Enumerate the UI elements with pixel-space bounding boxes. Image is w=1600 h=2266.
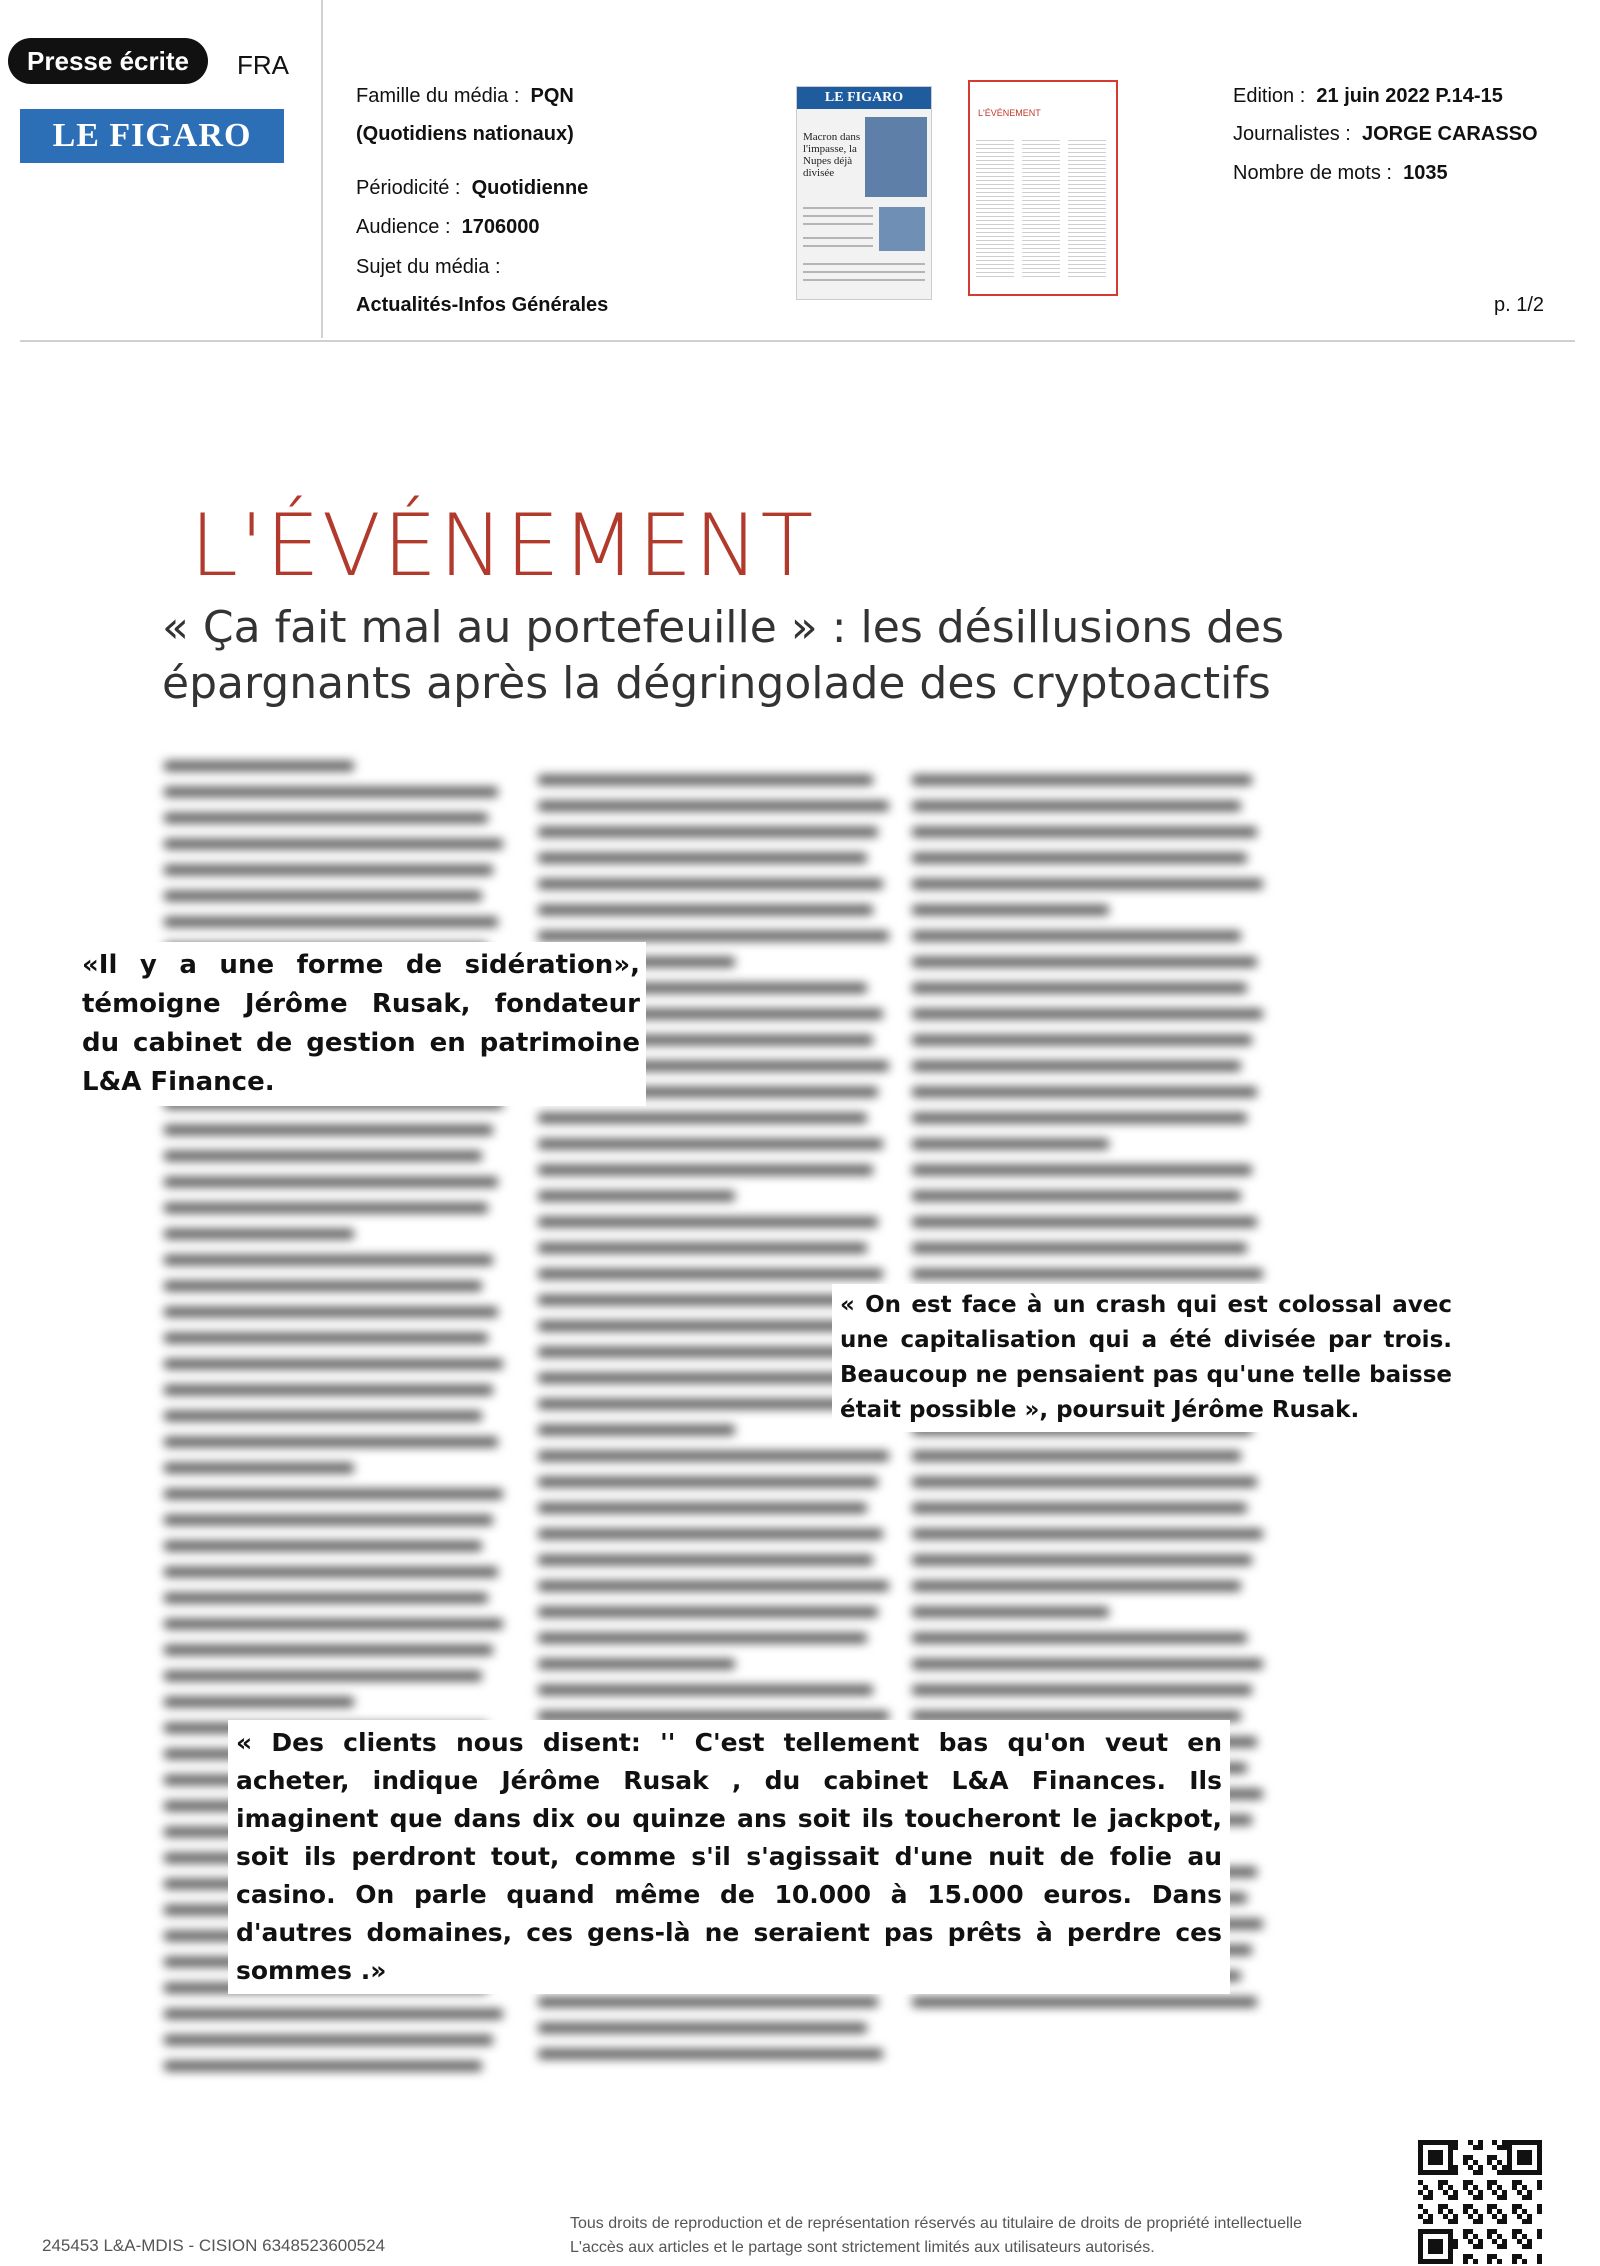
blurred-text-bar xyxy=(164,1177,498,1187)
mots-label: Nombre de mots : xyxy=(1233,162,1392,184)
blurred-text-line xyxy=(912,1260,1270,1286)
blurred-text-bar xyxy=(538,1581,889,1591)
blurred-text-line xyxy=(164,1532,510,1558)
qr-module xyxy=(1428,2219,1433,2224)
qr-module xyxy=(1512,2259,1517,2264)
blurred-text-bar xyxy=(912,1581,1241,1591)
blurred-text-line xyxy=(538,1624,896,1650)
blurred-text-line xyxy=(164,1246,510,1272)
blurred-text-line xyxy=(912,948,1270,974)
qr-module xyxy=(1537,2259,1542,2264)
blurred-text-bar xyxy=(538,1425,735,1435)
blurred-text-line xyxy=(912,974,1270,1000)
blurred-text-line xyxy=(164,1636,510,1662)
blurred-text-bar xyxy=(164,1255,493,1265)
blurred-text-bar xyxy=(164,1307,498,1317)
blurred-text-line xyxy=(912,1468,1270,1494)
thumbnail-headline: Macron dans l'impasse, la Nupes déjà divisée xyxy=(803,131,861,179)
blurred-text-bar xyxy=(538,1191,735,1201)
blurred-text-bar xyxy=(164,917,498,927)
blurred-text-bar xyxy=(912,1477,1257,1487)
blurred-text-bar xyxy=(912,1269,1263,1279)
blurred-text-bar xyxy=(164,1385,493,1395)
blurred-text-line xyxy=(164,1142,510,1168)
audience-row xyxy=(356,215,540,239)
periodicite-row xyxy=(356,176,588,200)
sujet-value-row xyxy=(356,293,608,317)
blurred-text-line xyxy=(538,1468,896,1494)
article-kicker: L'ÉVÉNEMENT xyxy=(190,496,816,596)
blurred-text-bar xyxy=(164,1333,488,1343)
blurred-text-line xyxy=(538,792,896,818)
qr-module xyxy=(1537,2170,1542,2175)
blurred-text-line xyxy=(912,1598,1270,1624)
blurred-text-bar xyxy=(538,931,889,941)
media-type-badge: Presse écrite xyxy=(8,38,208,84)
blurred-text-bar xyxy=(164,1359,503,1369)
blurred-text-line xyxy=(912,1546,1270,1572)
thumbnail-text-line xyxy=(803,263,925,265)
edition-value: 21 juin 2022 P.14-15 xyxy=(1316,85,1503,107)
blurred-text-bar xyxy=(912,931,1241,941)
footer-rights-line-2: L'accès aux articles et le partage sont strictement limités aux utilisateurs autorisés. xyxy=(570,2239,1155,2256)
blurred-text-bar xyxy=(164,1203,488,1213)
qr-module xyxy=(1478,2195,1483,2200)
blurred-text-line xyxy=(164,1662,510,1688)
blurred-text-line xyxy=(538,896,896,922)
le-figaro-logo: LE FIGARO xyxy=(20,109,284,163)
sujet-value: Actualités-Infos Générales xyxy=(356,294,609,316)
blurred-text-line xyxy=(912,1208,1270,1234)
blurred-text-line xyxy=(164,2052,510,2078)
page-number: p. 1/2 xyxy=(1494,294,1545,316)
blurred-text-line xyxy=(164,882,510,908)
blurred-text-bar xyxy=(538,1347,878,1357)
blurred-text-bar xyxy=(538,1503,867,1513)
blurred-text-line xyxy=(538,1442,896,1468)
blurred-text-line xyxy=(912,896,1270,922)
thumbnail-column xyxy=(1068,140,1106,280)
footer-rights-line-1: Tous droits de reproduction et de représentation réservés au titulaire de droits de propriété intellectuelle xyxy=(570,2215,1302,2232)
blurred-text-bar xyxy=(912,1633,1247,1643)
blurred-text-bar xyxy=(538,775,873,785)
blurred-text-bar xyxy=(912,1659,1263,1669)
blurred-text-bar xyxy=(538,1685,873,1695)
blurred-text-line xyxy=(164,1558,510,1584)
blurred-text-line xyxy=(912,1026,1270,1052)
blurred-text-bar xyxy=(912,1009,1263,1019)
blurred-text-line xyxy=(164,908,510,934)
pull-quote-3: « Des clients nous disent: '' C'est tellement bas qu'on veut en acheter, indique Jérôme Rusak , du cabinet L&A Finances. Ils imaginent que dans dix ou quinze ans soit ils toucheront le jackpot, soit ils perdront tout, comme s'il s'agissait d'une nuit de folie au casino. On parle quand même de 10.000 à 15.000 euros. Dans d'autres domaines, ces gens-là ne seraient pas prêts à perdre ces sommes .» xyxy=(228,1720,1230,1994)
blurred-text-bar xyxy=(164,787,498,797)
famille-label: Famille du média : xyxy=(356,85,520,107)
blurred-text-bar xyxy=(538,1633,867,1643)
edition-label: Edition : xyxy=(1233,85,1306,107)
qr-module xyxy=(1502,2219,1507,2224)
thumbnail-text-line xyxy=(803,245,873,247)
blurred-text-line xyxy=(538,818,896,844)
blurred-text-line xyxy=(164,1220,510,1246)
blurred-text-bar xyxy=(538,2049,883,2059)
qr-module xyxy=(1487,2259,1492,2264)
qr-module xyxy=(1453,2170,1458,2175)
blurred-text-bar xyxy=(164,1671,482,1681)
blurred-text-line xyxy=(912,1676,1270,1702)
blurred-text-bar xyxy=(538,1555,873,1565)
blurred-text-line xyxy=(912,1000,1270,1026)
qr-module xyxy=(1453,2219,1458,2224)
article-page-thumbnail[interactable] xyxy=(968,80,1118,296)
mots-row xyxy=(1233,161,1448,185)
blurred-text-line xyxy=(912,1442,1270,1468)
famille-value: PQN xyxy=(530,85,574,107)
journalistes-value: JORGE CARASSO xyxy=(1361,123,1538,145)
blurred-text-bar xyxy=(912,827,1257,837)
blurred-text-bar xyxy=(912,957,1257,967)
blurred-text-line xyxy=(538,844,896,870)
qr-code-icon[interactable] xyxy=(1418,2140,1542,2264)
blurred-text-bar xyxy=(538,1607,878,1617)
blurred-text-bar xyxy=(164,1489,503,1499)
blurred-text-line xyxy=(538,1598,896,1624)
qr-module xyxy=(1453,2195,1458,2200)
blurred-text-bar xyxy=(164,1463,354,1473)
blurred-text-bar xyxy=(912,1087,1257,1097)
qr-module xyxy=(1478,2145,1483,2150)
article-title: « Ça fait mal au portefeuille » : les désillusions des épargnants après la dégringolade des cryptoactifs xyxy=(162,602,1284,709)
blurred-text-line xyxy=(538,1676,896,1702)
blurred-text-line xyxy=(912,1052,1270,1078)
blurred-text-line xyxy=(164,1584,510,1610)
blurred-text-line xyxy=(164,830,510,856)
blurred-text-bar xyxy=(164,2061,482,2071)
thumbnail-text-line xyxy=(803,223,873,225)
blurred-text-line xyxy=(538,1260,896,1286)
pull-quote-1: «Il y a une forme de sidération», témoigne Jérôme Rusak, fondateur du cabinet de gestion en patrimoine L&A Finance. xyxy=(76,942,646,1106)
blurred-text-line xyxy=(538,1130,896,1156)
blurred-text-line xyxy=(912,766,1270,792)
blurred-text-bar xyxy=(164,1619,503,1629)
audience-label: Audience : xyxy=(356,216,451,238)
blurred-text-line xyxy=(164,1610,510,1636)
qr-module xyxy=(1453,2145,1458,2150)
blurred-text-line xyxy=(912,818,1270,844)
blurred-text-bar xyxy=(538,801,889,811)
blurred-text-line xyxy=(164,1480,510,1506)
blurred-text-bar xyxy=(912,1035,1252,1045)
sujet-label: Sujet du média : xyxy=(356,256,501,278)
blurred-text-line xyxy=(164,778,510,804)
blurred-text-line xyxy=(538,1104,896,1130)
blurred-text-line xyxy=(164,1402,510,1428)
blurred-text-line xyxy=(164,1688,510,1714)
blurred-text-line xyxy=(538,1546,896,1572)
blurred-text-bar xyxy=(912,1113,1247,1123)
periodicite-label: Périodicité : xyxy=(356,177,461,199)
blurred-text-line xyxy=(164,856,510,882)
famille-row xyxy=(356,84,574,108)
qr-module xyxy=(1522,2259,1527,2264)
front-page-thumbnail[interactable] xyxy=(796,86,932,300)
blurred-text-line xyxy=(912,1650,1270,1676)
blurred-text-bar xyxy=(912,879,1263,889)
thumbnail-masthead: LE FIGARO xyxy=(797,87,931,109)
blurred-text-bar xyxy=(538,2023,867,2033)
blurred-text-bar xyxy=(164,1645,493,1655)
thumbnail-kicker: L'ÉVÉNEMENT xyxy=(978,108,1041,118)
blurred-text-line xyxy=(912,792,1270,818)
qr-module xyxy=(1537,2209,1542,2214)
blurred-text-line xyxy=(164,1350,510,1376)
qr-module xyxy=(1453,2244,1458,2249)
qr-module xyxy=(1527,2195,1532,2200)
blurred-text-bar xyxy=(164,1229,354,1239)
blurred-text-line xyxy=(164,1272,510,1298)
blurred-text-bar xyxy=(912,1243,1247,1253)
blurred-text-bar xyxy=(912,1061,1241,1071)
blurred-text-line xyxy=(912,1234,1270,1260)
blurred-text-bar xyxy=(538,1659,735,1669)
thumbnail-photo xyxy=(865,117,927,197)
blurred-text-line xyxy=(164,2000,510,2026)
blurred-text-bar xyxy=(164,1541,482,1551)
blurred-text-bar xyxy=(538,1243,867,1253)
famille-sub-text: (Quotidiens nationaux) xyxy=(356,123,574,145)
blurred-text-bar xyxy=(538,1139,883,1149)
blurred-text-bar xyxy=(164,2009,503,2019)
footer-reference: 245453 L&A-MDIS - CISION 6348523600524 xyxy=(42,2236,386,2255)
journalistes-label: Journalistes : xyxy=(1233,123,1351,145)
blurred-text-bar xyxy=(912,1139,1109,1149)
blurred-text-bar xyxy=(164,1593,488,1603)
blurred-text-bar xyxy=(164,1567,498,1577)
blurred-text-line xyxy=(912,1494,1270,1520)
blurred-text-bar xyxy=(912,1555,1252,1565)
blurred-text-line xyxy=(538,766,896,792)
blurred-text-bar xyxy=(164,2035,493,2045)
blurred-text-line xyxy=(538,2014,896,2040)
blurred-text-bar xyxy=(912,775,1252,785)
blurred-text-bar xyxy=(164,1151,482,1161)
thumbnail-column xyxy=(976,140,1014,280)
blurred-text-line xyxy=(538,1520,896,1546)
blurred-text-bar xyxy=(164,1125,493,1135)
blurred-text-bar xyxy=(164,1281,482,1291)
blurred-text-bar xyxy=(164,761,354,771)
blurred-text-line xyxy=(912,1182,1270,1208)
audience-value: 1706000 xyxy=(461,216,540,238)
blurred-text-line xyxy=(538,1650,896,1676)
qr-module xyxy=(1438,2160,1443,2165)
blurred-text-bar xyxy=(912,1451,1241,1461)
blurred-text-bar xyxy=(538,827,878,837)
blurred-text-bar xyxy=(164,1697,354,1707)
blurred-text-line xyxy=(164,1168,510,1194)
blurred-text-bar xyxy=(912,1607,1109,1617)
blurred-text-line xyxy=(538,870,896,896)
blurred-text-bar xyxy=(538,1477,878,1487)
blurred-text-bar xyxy=(164,1411,482,1421)
blurred-text-line xyxy=(912,1104,1270,1130)
blurred-text-line xyxy=(912,1130,1270,1156)
qr-module xyxy=(1527,2219,1532,2224)
qr-module xyxy=(1527,2160,1532,2165)
blurred-text-line xyxy=(164,1298,510,1324)
blurred-text-line xyxy=(912,1078,1270,1104)
blurred-text-line xyxy=(912,1520,1270,1546)
blurred-text-bar xyxy=(912,853,1247,863)
qr-module xyxy=(1502,2195,1507,2200)
header-divider-horizontal xyxy=(20,340,1575,342)
blurred-text-line xyxy=(164,1116,510,1142)
qr-module xyxy=(1478,2170,1483,2175)
blurred-text-bar xyxy=(164,1437,498,1447)
blurred-text-bar xyxy=(912,1217,1257,1227)
blurred-text-line xyxy=(164,1428,510,1454)
thumbnail-photo-secondary xyxy=(879,207,925,251)
qr-module xyxy=(1537,2234,1542,2239)
blurred-text-bar xyxy=(164,813,488,823)
blurred-text-bar xyxy=(538,1529,883,1539)
blurred-text-line xyxy=(912,1572,1270,1598)
blurred-text-bar xyxy=(164,865,493,875)
blurred-text-bar xyxy=(912,1191,1241,1201)
blurred-text-line xyxy=(538,2040,896,2066)
journalistes-row xyxy=(1233,122,1538,146)
blurred-text-bar xyxy=(538,1165,873,1175)
blurred-text-line xyxy=(912,1624,1270,1650)
qr-module xyxy=(1463,2259,1468,2264)
blurred-text-bar xyxy=(912,1529,1263,1539)
blurred-text-bar xyxy=(538,1269,883,1279)
blurred-text-line xyxy=(164,752,510,778)
footer-rights xyxy=(570,2212,1302,2260)
blurred-text-bar xyxy=(538,1295,873,1305)
blurred-text-bar xyxy=(912,983,1247,993)
blurred-text-line xyxy=(912,844,1270,870)
blurred-text-line xyxy=(164,1324,510,1350)
thumbnail-text-line xyxy=(803,271,925,273)
blurred-text-bar xyxy=(164,891,482,901)
pull-quote-2: « On est face à un crash qui est colossal avec une capitalisation qui a été divisée par trois. Beaucoup ne pensaient pas qu'une telle baisse était possible », poursuit Jérôme Rusak. xyxy=(832,1284,1460,1432)
blurred-text-line xyxy=(538,1572,896,1598)
thumbnail-text-line xyxy=(803,279,925,281)
blurred-text-line xyxy=(912,870,1270,896)
qr-module xyxy=(1428,2195,1433,2200)
mots-value: 1035 xyxy=(1403,162,1448,184)
blurred-text-line xyxy=(164,2026,510,2052)
blurred-text-line xyxy=(538,1234,896,1260)
qr-module xyxy=(1473,2259,1478,2264)
blurred-text-line xyxy=(164,1376,510,1402)
qr-module xyxy=(1497,2259,1502,2264)
qr-module xyxy=(1502,2244,1507,2249)
blurred-text-bar xyxy=(538,853,867,863)
thumbnail-column xyxy=(1022,140,1060,280)
qr-module xyxy=(1527,2244,1532,2249)
blurred-text-bar xyxy=(538,879,883,889)
blurred-text-line xyxy=(538,1182,896,1208)
blurred-text-line xyxy=(538,1156,896,1182)
blurred-text-bar xyxy=(164,1515,493,1525)
blurred-text-bar xyxy=(912,1997,1257,2007)
blurred-text-bar xyxy=(538,905,873,915)
famille-sub xyxy=(356,122,574,146)
qr-module xyxy=(1438,2249,1443,2254)
thumbnail-text-line xyxy=(803,207,873,209)
blurred-text-bar xyxy=(538,1451,889,1461)
thumbnail-text-line xyxy=(803,215,873,217)
blurred-text-bar xyxy=(912,1503,1247,1513)
language-label: FRA xyxy=(237,50,289,80)
blurred-text-line xyxy=(538,1494,896,1520)
blurred-text-bar xyxy=(164,839,503,849)
blurred-text-bar xyxy=(912,905,1109,915)
qr-module xyxy=(1478,2219,1483,2224)
blurred-text-bar xyxy=(538,1373,867,1383)
blurred-text-bar xyxy=(538,1113,867,1123)
blurred-text-line xyxy=(912,922,1270,948)
periodicite-value: Quotidienne xyxy=(471,177,589,199)
blurred-text-bar xyxy=(538,1997,878,2007)
blurred-text-bar xyxy=(912,1685,1252,1695)
blurred-text-bar xyxy=(538,1217,878,1227)
blurred-text-line xyxy=(164,1194,510,1220)
header-divider-vertical xyxy=(321,0,323,338)
blurred-text-line xyxy=(164,1454,510,1480)
blurred-text-line xyxy=(538,1208,896,1234)
edition-row xyxy=(1233,84,1503,108)
qr-module xyxy=(1537,2185,1542,2190)
blurred-text-line xyxy=(164,1506,510,1532)
qr-module xyxy=(1448,2259,1453,2264)
blurred-text-bar xyxy=(912,801,1241,811)
thumbnail-text-line xyxy=(803,237,873,239)
blurred-text-bar xyxy=(912,1165,1252,1175)
blurred-text-line xyxy=(164,804,510,830)
qr-module xyxy=(1478,2244,1483,2249)
blurred-text-line xyxy=(912,1156,1270,1182)
